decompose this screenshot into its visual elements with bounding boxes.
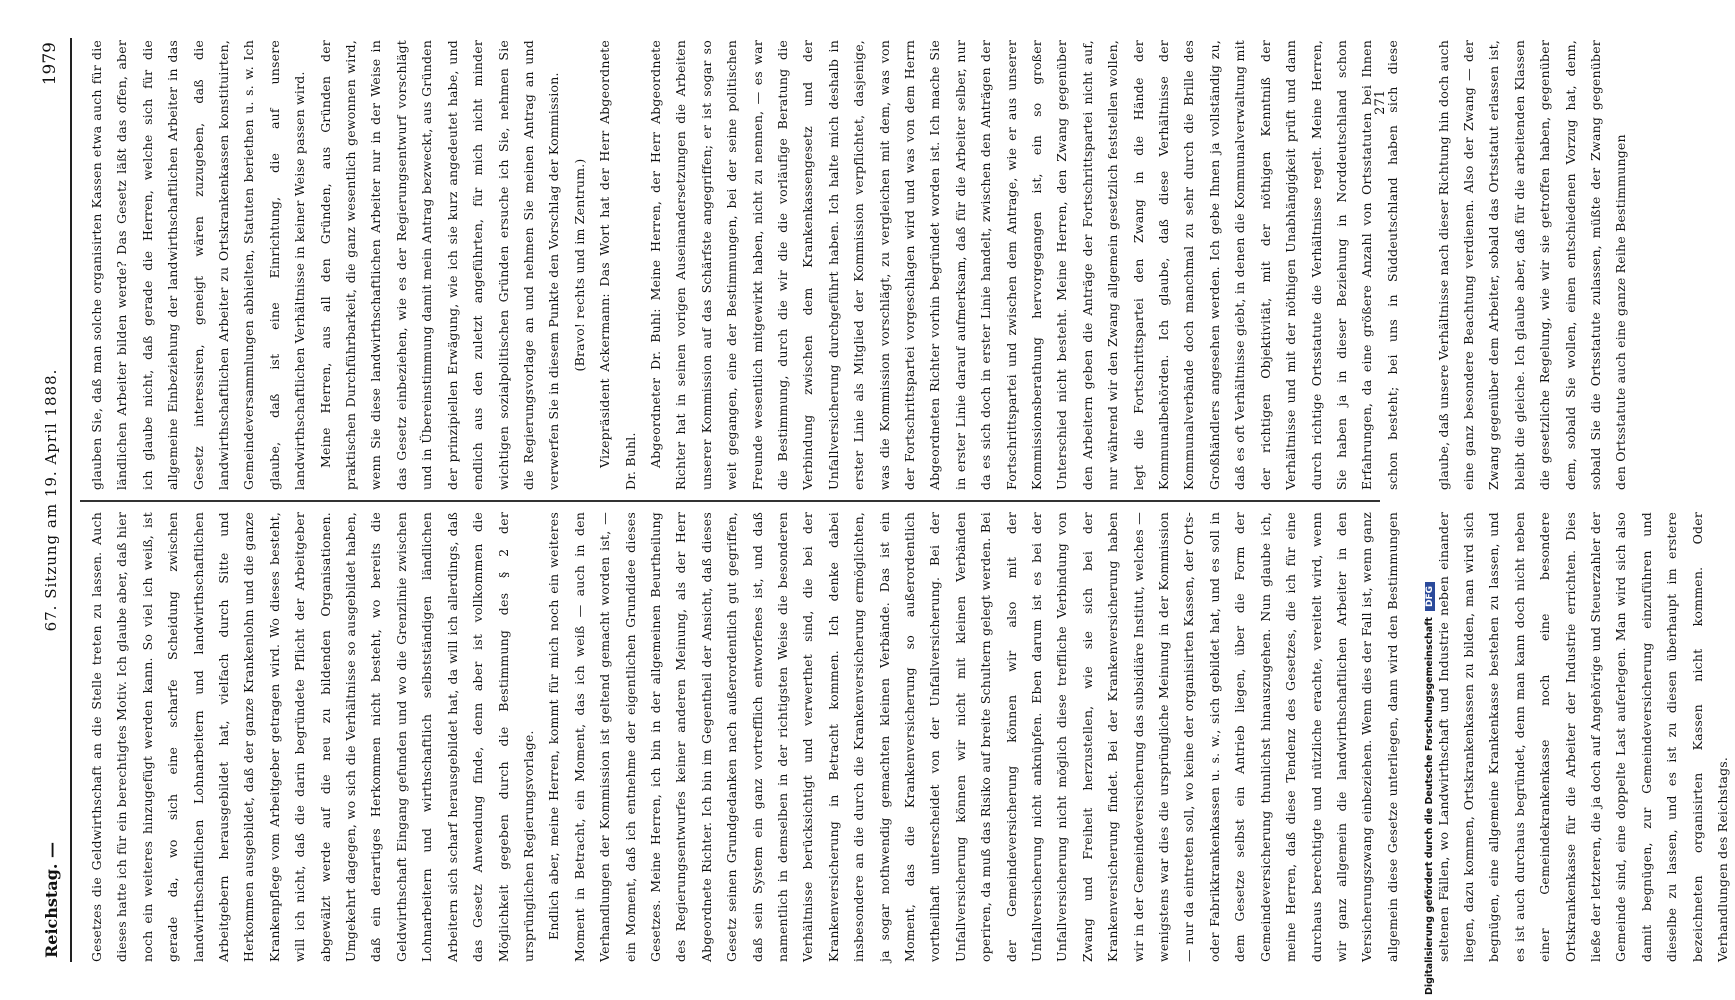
stage-direction: (Bravo! rechts und im Zentrum.): [571, 158, 587, 372]
credit-text: Digitalisierung gefördert durch die Deutsche Forschungsgemeinschaft: [1424, 617, 1435, 995]
session-date: 67. Sitzung am 19. April 1888.: [42, 368, 60, 632]
paragraph: Abgeordneter Dr. Buhl: Meine Herren, der Herr Abgeordnete Richter hat in seinen vorigen Auseinandersetzungen die Arbeiten unserer Kommission auf das Schärfste angegriffen; er ist sogar so weit gegangen, eine der Bestimmungen, bei der seine politischen Freunde wesentlich mitgewirkt haben, nicht zu nennen, — es war die Bestimmung, durch die wir die die vorläufige Beratung die Verbindung zwischen dem Krankenkassengesetz und der Unfallversicherung durchgeführt haben. Ich halte mich deshalb in erster Linie als Mitglied der Kommission verpflichtet, dasjenige, was die Kommission vorschlägt, zu vergleichen mit dem, was von der Fortschrittspartei vorgeschlagen wird und was von dem Herrn Abgeordneten Richter vorhin begründet worden ist. Ich mache Sie in erster Linie darauf aufmerksam, daß für die Arbeiter selber, nur da es sich doch in erster Linie handelt, zwischen den Anträgen der Fortschrittspartei und zwischen dem Antrage, wie er aus unserer Kommissionsberathung hervorgegangen ist, ein so großer Unterschied nicht besteht. Meine Herren, den Zwang gegenüber den Arbeitern geben die Anträge der Fortschrittspartei nicht auf, nur während wir den Zwang allgemein gesetzlich feststellen wollen, legt die Fortschrittspartei den Zwang in die Hände der Kommunalbehörden. Ich glaube, daß diese Verhältnisse der Kommunalverbände doch manchmal zu sehr durch die Brille des Großhändlers angesehen werden. Ich gebe Ihnen ja vollständig zu, daß es oft Verhältnisse giebt, in denen die Kommunalverwaltung mit der richtigen Objektivität, mit der nöthigen Kenntniß der Verhältnisse und mit der nöthigen Unabhängigkeit prüft und dann durch richtige Ortsstatute die Verhältnisse regelt. Meine Herren, Sie haben ja in dieser Beziehung in Norddeutschland schon Erfahrungen, da eine größere Anzahl von Ortsstatuten bei Ihnen schon besteht; bei uns in Süddeutschland haben sich diese glaube, daß unsere Verhältnisse nach dieser Richtung hin doch auch eine ganz besondere Beachtung verdienen. Also der Zwang — der Zwang gegenüber dem Arbeiter, sobald das Ortsstatut erlassen ist, bleibt die gleiche. Ich glaube aber, daß für die arbeitenden Klassen die gesetzliche Regelung, wie wir sie getroffen haben, gegenüber dem, sobald Sie wollen, einen entschiedenen Vorzug hat, denn, sobald Sie die Ortsstatute zulassen, müßte der Zwang gegenüber den Ortsstatute auch eine ganze Reihe Bestimmungen: [647, 40, 1629, 490]
page-number: 1979: [40, 42, 60, 86]
running-title: Reichstag. —: [42, 841, 61, 958]
paragraph: Endlich aber, meine Herren, kommt für mich noch ein weiteres Moment in Betracht, ein Moment, das ich weiß — auch in den Verhandlungen der Kommission ist geltend gemacht worden ist, — ein Moment, daß ich entnehme der eigentlichen Grundidee dieses Gesetzes. Meine Herren, ich bin in der allgemeinen Beurtheilung des Regierungsentwurfes keiner anderen Meinung, als der Herr Abgeordnete Richter. Ich bin im Gegentheil der Ansicht, daß dieses Gesetz seinen Grundgedanken nach außerordentlich gut gegriffen, daß sein System ein ganz vortrefflich entworfenes ist, und daß namentlich in demselben in der richtigsten Weise die besonderen Verhältnisse berücksichtigt und verwerthet sind, die bei der Krankenversicherung in Betracht kommen. Ich denke dabei insbesondere an die durch die Krankenversicherung ermöglichten, ja sogar nothwendig gemachten kleinen Verbände. Das ist ein Moment, das die Krankenversicherung so außerordentlich vortheilhaft unterscheidet von der Unfallversicherung. Bei der Unfallversicherung können wir nicht mit kleinen Verbänden operiren, da muß das Risiko auf breite Schultern gelegt werden. Bei der Gemeindeversicherung können wir also mit der Unfallversicherung nicht anknüpfen. Eben darum ist es bei der Unfallversicherung nicht möglich diese treffliche Verbindung von Zwang und Freiheit herzustellen, wie sie sich bei der Krankenversicherung findet. Bei der Krankenversicherung haben wir in der Gemeindeversicherung das subsidiäre Institut, welches — wenigstens war dies die ursprüngliche Meinung in der Kommission — nur da eintreten soll, wo keine der organisirten Kassen, der Orts- oder Fabrikkrankenkassen u. s. w., sich gebildet hat, und es soll in dem Gesetze selbst ein Antrieb liegen, über die Form der Gemeindeversicherung thunlichst hinauszugehen. Nun glaube ich, meine Herren, daß diese Tendenz des Gesetzes, die ich für eine durchaus berechtigte und nützliche erachte, vereitelt wird, wenn wir ganz allgemein die landwirthschaftlichen Arbeiter in den Versicherungszwang einbeziehen. Wenn dies der Fall ist, wenn ganz allgemein diese Gesetze unterliegen, dann wird den Bestimmungen seltenen Fällen, wo Landwirthschaft und Industrie neben einander liegen, dazu kommen, Ortskrankenkassen zu bilden, man wird sich begnügen, eine allgemeine Krankenkasse bestehen zu lassen, und es ist auch durchaus begründet, denn man kann doch nicht neben einer Gemeindekrankenkasse noch eine besondere Ortskrankenkasse für die Arbeiter der Industrie errichten. Dies ließe der letzteren, die ja doch auf Angehörige und Steuerzahler der Gemeinde sind, eine doppelte Last auferlegen. Man wird sich also damit begnügen, zur Gemeindeversicherung einzuführen und dieselbe zu lassen, und es ist zu diesen überhaupt im erstere bezeichneten organisirten Kassen nicht kommen. Oder Verhandlungen des Reichstags.: [546, 512, 1730, 962]
header-rule: [70, 38, 72, 962]
dfg-logo: DFG: [1425, 582, 1435, 611]
page-header: [36, 20, 86, 980]
column-divider: [80, 500, 1380, 502]
right-column: [84, 40, 1629, 490]
speaker-intro: Vizepräsident Ackermann: Das Wort hat der Herr Abgeordnete Dr. Buhl.: [597, 40, 638, 490]
paragraph: glauben Sie, daß man solche organisirten Kassen etwa auch für die ländlichen Arbeiter bilden werde? Das Gesetz läßt das offen, aber ich glaube nicht, daß gerade die Herren, welche sich für die allgemeine Einbeziehung der landwirthschaftlichen Arbeiter in das Gesetz interessiren, geneigt wären zuzugeben, daß die landwirthschaftlichen Arbeiter zu Ortskrankenkassen konstituirten, Gemeindeversammlungen abhielten, Statuten beriethen u. s. w. Ich glaube, daß ist eine Einrichtung, die auf unsere landwirthschaftlichen Verhältnisse in keiner Weise passen wird.: [89, 40, 308, 490]
paragraph: Gesetzes die Geldwirthschaft an die Stelle treten zu lassen. Auch dieses hatte ich für ein berechtigtes Motiv. Ich glaube aber, daß hier noch ein weiteres hinzugefügt werden kann. So viel ich weiß, ist gerade da, wo sich eine scharfe Scheidung zwischen landwirthschaftlichen Lohnarbeitern und landwirthschaftlichen Arbeitgebern herausgebildet hat, vielfach durch Sitte und Herkommen ausgebildet, daß der ganze Krankenlohn und die ganze Krankenpflege vom Arbeitgeber getragen wird. Wo dieses besteht, will ich nicht, daß die darin begründete Pflicht der Arbeitgeber abgewälzt werde auf die neu zu bildenden Organisationen. Umgekehrt dagegen, wo sich die Verhältnisse so ausgebildet haben, daß ein derartiges Herkommen nicht besteht, wo bereits die Geldwirthschaft Eingang gefunden und wo die Grenzlinie zwischen Lohnarbeitern und wirthschaftlich selbstständigen ländlichen Arbeitern sich scharf herausgebildet hat, da will ich allerdings, daß das Gesetz Anwendung finde, denn aber ist vollkommen die Möglichkeit gegeben durch die Bestimmung des § 2 der ursprünglichen Regierungsvorlage.: [89, 512, 536, 962]
paragraph: Meine Herren, aus all den Gründen, aus Gründen der praktischen Durchführbarkeit, die ganz wesentlich gewonnen wird, wenn Sie diese landwirthschaftlichen Arbeiter nur in der Weise in das Gesetz einbeziehen, wie es der Regierungsentwurf vorschlägt und in Übereinstimmung damit mein Antrag bezweckt, aus Gründen der prinzipiellen Erwägung, wie ich sie kurz angedeutet habe, und endlich aus den zuletzt angeführten, für mich nicht minder wichtigen sozialpolitischen Gründen ersuche ich Sie, nehmen Sie die Regierungsvorlage an und nehmen Sie meinen Antrag an und verwerfen Sie in diesem Punkte den Vorschlag der Kommission.: [317, 40, 562, 490]
digitization-credit: [1424, 582, 1435, 995]
sheet-signature: 271: [1373, 90, 1388, 115]
